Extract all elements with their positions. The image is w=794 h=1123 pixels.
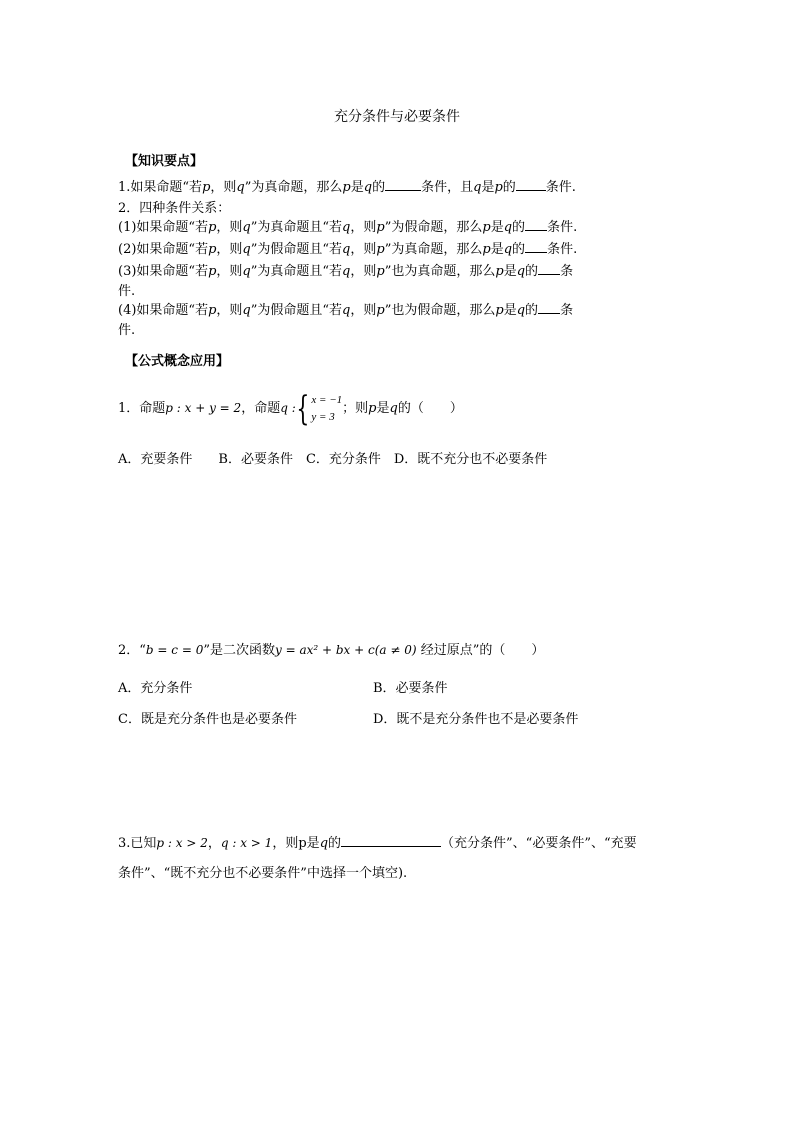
- text: 1.如果命题“若: [118, 180, 203, 195]
- text: 条件，且: [421, 180, 474, 195]
- relation-2: [118, 240, 577, 259]
- var-q: q: [342, 303, 351, 318]
- var-q: q: [342, 242, 351, 257]
- text: 是: [503, 264, 517, 279]
- knowledge-line-2: 2．四种条件关系：: [118, 201, 231, 216]
- text: ，则: [216, 242, 243, 257]
- question-2-option-b: B．必要条件: [373, 681, 448, 696]
- text: 条件.: [547, 220, 578, 235]
- text: ，则: [350, 242, 377, 257]
- equation-system: [311, 392, 342, 426]
- text: ”是二次函数: [203, 643, 275, 658]
- text: 的: [512, 242, 526, 257]
- function-condition: (a ≠ 0): [374, 643, 417, 657]
- knowledge-line-1: [118, 178, 576, 197]
- section-application: 【公式概念应用】: [125, 354, 230, 369]
- question-3-line-2: 条件”、“既不充分也不必要条件”中选择一个填空).: [118, 866, 408, 881]
- text: 的: [328, 836, 342, 851]
- var-p: p: [482, 220, 491, 235]
- question-2: [118, 641, 544, 660]
- text: ，则: [216, 303, 243, 318]
- text: 条: [560, 264, 574, 279]
- text: 的: [525, 264, 539, 279]
- question-1-options: A．充要条件 B．必要条件 C．充分条件 D．既不充分也不必要条件: [118, 452, 548, 467]
- var-q: q: [363, 180, 373, 195]
- text: 条件.: [547, 242, 578, 257]
- text: 的: [502, 180, 516, 195]
- var-q: q: [516, 303, 526, 318]
- var-q: q: [503, 242, 513, 257]
- var-p: p: [342, 180, 351, 195]
- text: 的: [512, 220, 526, 235]
- var-p: p: [376, 220, 385, 235]
- answer-blank[interactable]: [525, 218, 547, 231]
- text: 是: [503, 303, 517, 318]
- text: ”为假命题，那么: [384, 220, 483, 235]
- text: 的: [525, 303, 539, 318]
- page-title: 充分条件与必要条件: [334, 109, 460, 125]
- text: 的（ ）: [397, 401, 463, 416]
- var-q: q: [473, 180, 482, 195]
- var-q: q: [319, 836, 329, 851]
- var-q: q: [342, 220, 351, 235]
- text: 2．“: [118, 643, 146, 658]
- var-q: q: [342, 264, 351, 279]
- text: ”为真命题，那么: [244, 180, 343, 195]
- item-number: (4): [118, 303, 137, 318]
- var-q: q: [503, 220, 513, 235]
- text: 是: [490, 242, 504, 257]
- relation-1: [118, 218, 577, 237]
- item-number: (1): [118, 220, 137, 235]
- text: 是: [481, 180, 495, 195]
- proposition-q-label: q :: [280, 401, 296, 415]
- relation-3: [118, 262, 573, 281]
- proposition-q: q : x > 1: [220, 836, 273, 850]
- var-q: q: [242, 264, 251, 279]
- var-p: p: [208, 242, 217, 257]
- text: 1．命题: [118, 401, 166, 416]
- text: ”为真命题且“若: [250, 264, 343, 279]
- var-p: p: [208, 220, 217, 235]
- answer-blank[interactable]: [385, 178, 421, 191]
- text: ”为真命题且“若: [250, 220, 343, 235]
- text: ，则: [210, 180, 237, 195]
- text: 是: [306, 836, 320, 851]
- var-q: q: [242, 242, 251, 257]
- answer-blank[interactable]: [538, 262, 560, 275]
- var-p: p: [494, 180, 503, 195]
- var-q: q: [389, 401, 398, 416]
- text: ；则: [342, 401, 369, 416]
- var-p: p: [298, 836, 307, 851]
- text: ，则: [216, 220, 243, 235]
- question-2-option-c: C．既是充分条件也是必要条件: [118, 712, 297, 727]
- var-q: q: [236, 180, 245, 195]
- text: ”也为假命题，那么: [384, 303, 496, 318]
- item-number: (3): [118, 264, 137, 279]
- answer-blank[interactable]: [525, 240, 547, 253]
- proposition-p: p : x > 2: [156, 836, 208, 850]
- text: ”为真命题，那么: [384, 242, 483, 257]
- text: 如果命题“若: [136, 303, 209, 318]
- equation-1: x = −1: [311, 393, 343, 406]
- condition: b = c = 0: [145, 643, 204, 657]
- text: ，则: [216, 264, 243, 279]
- var-p: p: [495, 303, 504, 318]
- item-number: (2): [118, 242, 137, 257]
- text: 经过原点”的（ ）: [416, 643, 545, 658]
- question-2-option-a: A．充分条件: [118, 681, 193, 696]
- text: ，则: [350, 303, 377, 318]
- text: 的: [372, 180, 386, 195]
- text: ”为假命题且“若: [250, 303, 343, 318]
- text: ，: [207, 836, 221, 851]
- var-p: p: [376, 242, 385, 257]
- text: ，则: [350, 264, 377, 279]
- var-p: p: [368, 401, 377, 416]
- text: （充分条件”、“必要条件”、“充要: [441, 836, 637, 851]
- text: 条: [560, 303, 574, 318]
- text: ，则: [272, 836, 299, 851]
- answer-blank[interactable]: [516, 178, 546, 191]
- var-p: p: [376, 264, 385, 279]
- equation-2: y = 3: [311, 410, 335, 423]
- text: ”也为真命题，那么: [384, 264, 496, 279]
- answer-blank[interactable]: [538, 301, 560, 314]
- var-p: p: [495, 264, 504, 279]
- text: ，则: [350, 220, 377, 235]
- text: ”为假命题且“若: [250, 242, 343, 257]
- relation-3-wrap: 件.: [118, 284, 136, 299]
- text: 如果命题“若: [136, 242, 209, 257]
- text: ，命题: [241, 401, 281, 416]
- question-3-line-1: [118, 834, 637, 853]
- var-q: q: [242, 303, 251, 318]
- text: 如果命题“若: [136, 220, 209, 235]
- question-1: [118, 386, 463, 430]
- var-p: p: [208, 264, 217, 279]
- var-p: p: [376, 303, 385, 318]
- proposition-p: p : x + y = 2: [165, 401, 242, 415]
- text: 是: [376, 401, 390, 416]
- text: 如果命题“若: [136, 264, 209, 279]
- var-q: q: [242, 220, 251, 235]
- text: 条件.: [545, 180, 576, 195]
- var-p: p: [208, 303, 217, 318]
- var-p: p: [202, 180, 211, 195]
- quadratic-function: y = ax² + bx + c: [274, 643, 375, 657]
- brace-symbol: {: [296, 388, 310, 429]
- relation-4-wrap: 件.: [118, 323, 136, 338]
- text: 是: [350, 180, 364, 195]
- answer-blank[interactable]: [341, 834, 441, 847]
- relation-4: [118, 301, 573, 320]
- text: 是: [490, 220, 504, 235]
- text: 3.已知: [118, 836, 157, 851]
- var-p: p: [482, 242, 491, 257]
- var-q: q: [516, 264, 526, 279]
- section-knowledge: 【知识要点】: [125, 154, 204, 169]
- question-2-option-d: D．既不是充分条件也不是必要条件: [373, 712, 579, 727]
